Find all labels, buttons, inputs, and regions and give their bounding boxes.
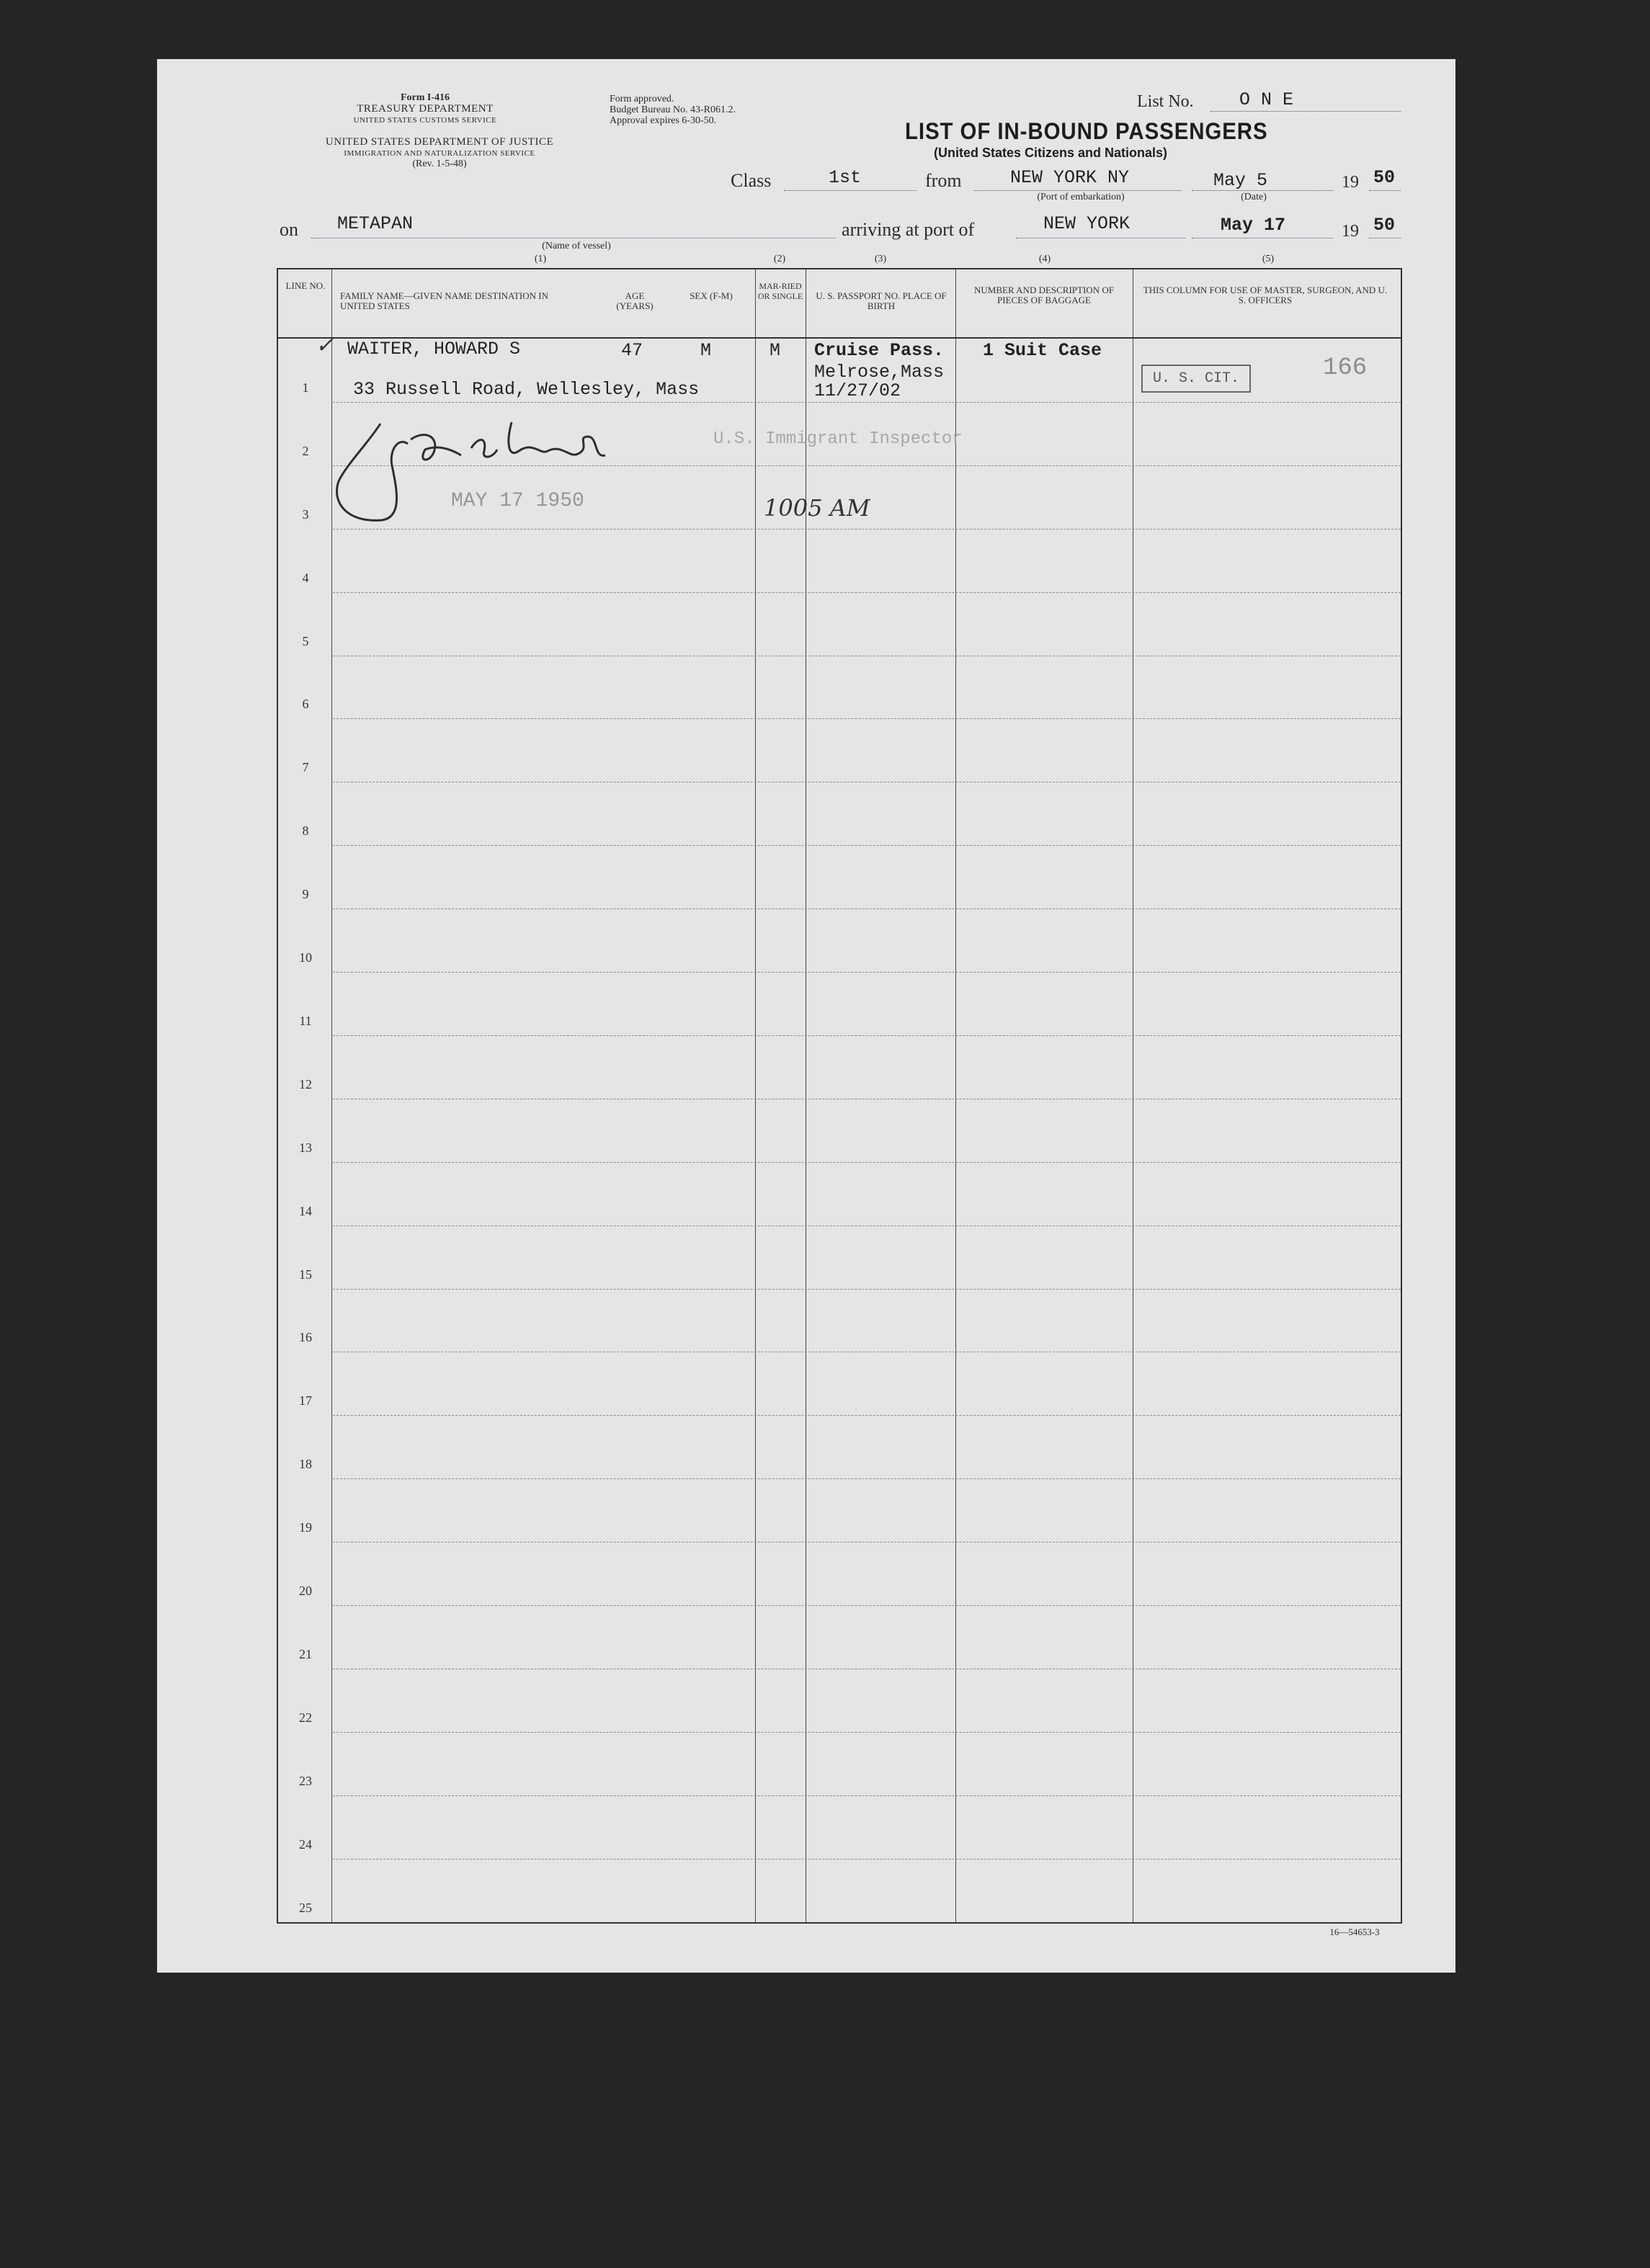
passenger-marital: M	[770, 340, 781, 361]
line-number: 20	[299, 1584, 312, 1598]
line-number: 8	[302, 823, 309, 839]
row-rule	[333, 402, 1401, 403]
row-rule	[333, 1859, 1401, 1860]
justice-department: UNITED STATES DEPARTMENT OF JUSTICE	[325, 136, 554, 148]
form-approved: Form approved.	[610, 94, 674, 104]
line-number: 11	[299, 1013, 312, 1028]
row-rule	[333, 1289, 1401, 1290]
passenger-sex: M	[700, 340, 712, 361]
row-rule	[333, 1415, 1401, 1416]
approval-expires: Approval expires 6-30-50.	[610, 115, 717, 126]
vessel-name: METAPAN	[337, 213, 414, 234]
form-number: Form I-416	[400, 92, 450, 103]
us-citizen-stamp: U. S. CIT.	[1141, 365, 1251, 393]
line-number: 5	[302, 633, 309, 648]
row-rule	[333, 972, 1401, 973]
line-number: 12	[299, 1076, 312, 1091]
row-rule	[333, 1478, 1401, 1479]
line-number: 23	[299, 1773, 312, 1788]
form-code: 16—54653-3	[1329, 1927, 1380, 1937]
line-number: 7	[302, 760, 309, 775]
line-number: 1	[302, 380, 309, 395]
passenger-name: WAITER, HOWARD S	[347, 339, 521, 360]
line-number: 6	[302, 697, 309, 712]
row-rule	[333, 908, 1401, 909]
line-number: 4	[302, 570, 309, 585]
arrival-year-prefix: 19	[1342, 222, 1359, 241]
row-rule	[333, 1035, 1401, 1036]
ins-service: IMMIGRATION AND NATURALIZATION SERVICE	[344, 149, 535, 158]
passport-type: Cruise Pass.	[814, 340, 945, 361]
class-value: 1st	[829, 167, 862, 188]
baggage-description: 1 Suit Case	[983, 340, 1102, 361]
arrival-time: 1005 AM	[764, 494, 870, 522]
column-number-4: (4)	[1038, 254, 1051, 264]
inspector-signature	[317, 415, 648, 530]
header-passport: U. S. PASSPORT NO. PLACE OF BIRTH	[816, 290, 947, 311]
check-mark: ✓	[316, 333, 334, 358]
list-no-label: List No.	[1137, 92, 1194, 111]
row-rule	[333, 1225, 1401, 1226]
line-number: 24	[299, 1836, 312, 1852]
line-number: 2	[302, 443, 309, 458]
line-number: 13	[299, 1140, 312, 1155]
line-number: 15	[299, 1267, 312, 1282]
arrival-date: May 17	[1221, 215, 1286, 236]
row-rule	[333, 1795, 1401, 1796]
header-name: FAMILY NAME—GIVEN NAME DESTINATION IN UNITED STATES	[340, 290, 549, 311]
from-label: from	[925, 170, 962, 191]
arrival-year: 50	[1373, 215, 1396, 236]
departure-date: May 5	[1213, 170, 1268, 191]
header-officers: THIS COLUMN FOR USE OF MASTER, SURGEON, AND U. S. OFFICERS	[1143, 285, 1388, 305]
port-embarkation-caption: (Port of embarkation)	[1037, 192, 1125, 202]
row-rule	[333, 592, 1401, 593]
stamp-number: 166	[1323, 354, 1368, 382]
revision-date: (Rev. 1-5-48)	[412, 159, 467, 169]
column-number-2: (2)	[773, 254, 786, 264]
page-subtitle: (United States Citizens and Nationals)	[934, 146, 1168, 160]
header-sex: SEX (F-M)	[690, 290, 733, 301]
row-rule	[333, 1732, 1401, 1733]
class-label: Class	[731, 170, 772, 191]
departure-year: 50	[1373, 167, 1396, 188]
arriving-label: arriving at port of	[842, 219, 975, 240]
line-number: 9	[302, 887, 309, 902]
date-caption: (Date)	[1241, 192, 1267, 202]
immigrant-inspector-stamp: U.S. Immigrant Inspector	[713, 429, 963, 449]
header-age: AGE (YEARS)	[616, 290, 654, 311]
line-number: 25	[299, 1900, 312, 1915]
line-number: 16	[299, 1330, 312, 1345]
vessel-caption: (Name of vessel)	[542, 241, 611, 251]
place-of-birth: Melrose,Mass	[814, 362, 945, 383]
line-number: 19	[299, 1520, 312, 1535]
header-baggage: NUMBER AND DESCRIPTION OF PIECES OF BAGGAGE	[974, 285, 1114, 305]
date-of-birth: 11/27/02	[814, 380, 901, 401]
line-number: 17	[299, 1393, 312, 1408]
passenger-age: 47	[621, 340, 643, 361]
line-number: 3	[302, 506, 309, 522]
line-number: 21	[299, 1646, 312, 1661]
row-rule	[333, 845, 1401, 846]
line-number: 10	[299, 950, 312, 965]
row-rule	[333, 1605, 1401, 1606]
list-no-value: O N E	[1239, 89, 1294, 110]
column-number-5: (5)	[1262, 254, 1275, 264]
row-rule	[333, 718, 1401, 719]
departure-year-prefix: 19	[1342, 173, 1359, 192]
on-label: on	[280, 219, 298, 240]
passenger-address: 33 Russell Road, Wellesley, Mass	[353, 379, 700, 400]
header-line-no: LINE NO.	[285, 280, 326, 291]
page-title: LIST OF IN-BOUND PASSENGERS	[905, 118, 1268, 144]
budget-bureau: Budget Bureau No. 43-R061.2.	[610, 104, 736, 115]
customs-service: UNITED STATES CUSTOMS SERVICE	[353, 116, 497, 125]
port-of-embarkation: NEW YORK NY	[1010, 167, 1130, 188]
column-number-3: (3)	[874, 254, 887, 264]
line-number: 22	[299, 1710, 312, 1725]
treasury-department: TREASURY DEPARTMENT	[357, 103, 494, 115]
column-number-1: (1)	[534, 254, 547, 264]
row-rule	[333, 1162, 1401, 1163]
line-number: 14	[299, 1203, 312, 1218]
arrival-port: NEW YORK	[1043, 213, 1131, 234]
line-number: 18	[299, 1457, 312, 1472]
date-stamp: MAY 17 1950	[451, 490, 584, 512]
header-married: MAR-RIED OR SINGLE	[757, 281, 803, 301]
